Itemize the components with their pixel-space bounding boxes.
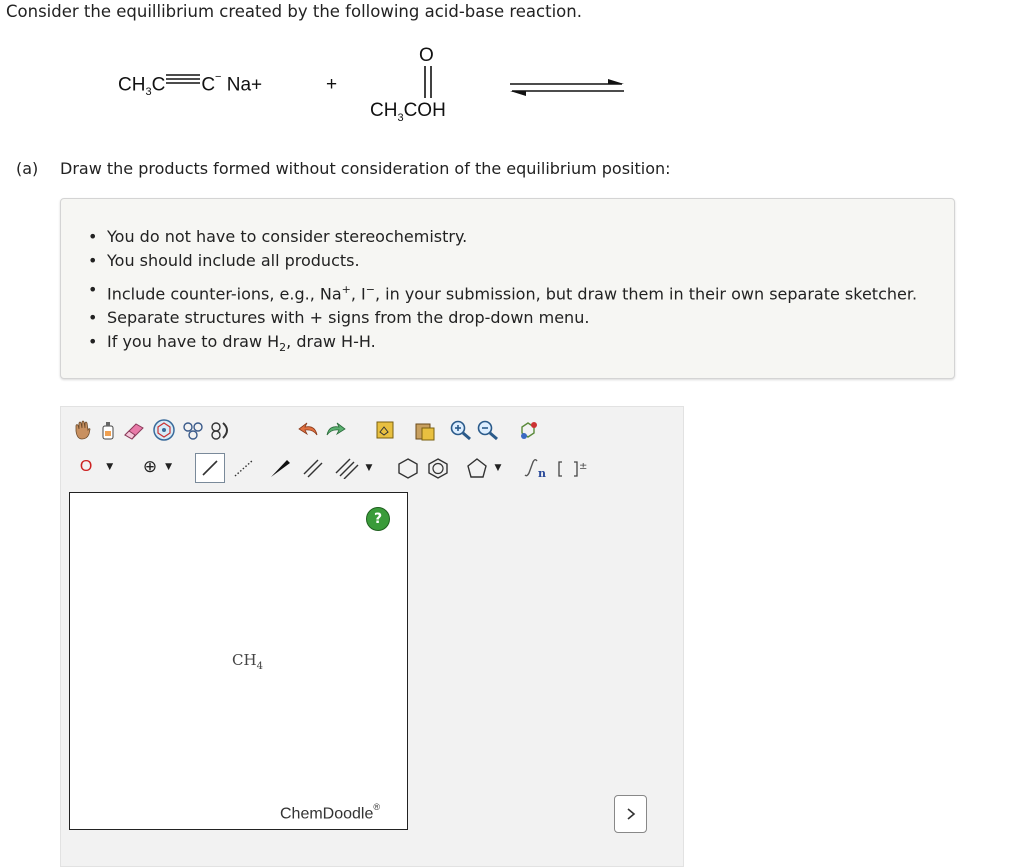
element-button-label: O xyxy=(79,458,93,475)
chevron-right-icon xyxy=(624,807,638,821)
carbonyl-oxygen: O xyxy=(419,45,434,66)
chevron-down-icon: ▼ xyxy=(165,462,173,472)
svg-text:±: ± xyxy=(579,461,588,472)
triple-bond-symbol xyxy=(165,69,201,91)
instruction-item: • You do not have to consider stereochemistry. xyxy=(107,225,917,249)
zoom-in-icon[interactable] xyxy=(449,418,472,441)
paste-icon[interactable] xyxy=(413,418,436,441)
reaction-plus: + xyxy=(326,74,338,95)
part-label: (a) xyxy=(16,159,39,178)
reactant-sodium-acetylide: $CH_3C$ C− Na+ xyxy=(118,71,263,99)
chevron-down-icon: ▼ xyxy=(365,463,373,473)
bracket-charge-icon[interactable] xyxy=(556,456,590,480)
zoom-out-icon[interactable] xyxy=(476,418,499,441)
part-prompt: Draw the products formed without consideration of the equilibrium position: xyxy=(60,159,671,178)
triple-bond-icon[interactable] xyxy=(330,456,376,480)
chevron-down-icon: ▼ xyxy=(106,462,114,472)
pentagon-icon[interactable] xyxy=(459,456,507,480)
ring-template-icon[interactable] xyxy=(150,418,178,441)
instructions-box xyxy=(60,198,955,379)
repeat-unit-icon[interactable] xyxy=(520,456,550,480)
charge-picker[interactable] xyxy=(135,453,180,481)
eraser-bottle-icon[interactable] xyxy=(96,418,119,441)
instructions-list xyxy=(107,225,917,361)
chevron-down-icon: ▼ xyxy=(494,463,502,473)
single-bond-icon[interactable] xyxy=(195,453,225,483)
lasso-icon[interactable] xyxy=(208,418,234,441)
carbonyl-double-bond xyxy=(421,66,435,98)
clean-icon[interactable] xyxy=(518,418,541,441)
benzene-icon[interactable] xyxy=(425,456,451,480)
eraser-icon[interactable] xyxy=(122,418,145,441)
copy-icon[interactable] xyxy=(374,418,397,441)
instruction-item: • Include counter-ions, e.g., Na+, I−, in your submission, but draw them in their own separate sketcher. xyxy=(107,278,917,306)
double-bond-icon[interactable] xyxy=(300,456,326,480)
question-text: Consider the equillibrium created by the following acid-base reaction. xyxy=(6,2,582,21)
canvas-molecule-label[interactable]: $CH_4$ xyxy=(232,651,263,672)
hand-icon[interactable] xyxy=(70,418,93,441)
help-button[interactable]: ? xyxy=(366,507,390,531)
redo-icon[interactable] xyxy=(323,418,346,441)
chain-template-icon[interactable] xyxy=(181,418,207,441)
equilibrium-arrow xyxy=(508,76,626,98)
instruction-item: • Separate structures with + signs from the drop-down menu. xyxy=(107,306,917,330)
wedge-bond-icon[interactable] xyxy=(267,456,293,480)
reactant-acetic-acid: $CH_3COH$ xyxy=(370,100,446,124)
dashed-bond-icon[interactable] xyxy=(231,456,257,480)
charge-button-label: ⊕ xyxy=(142,457,158,477)
instruction-item: • You should include all products. xyxy=(107,249,917,273)
undo-icon[interactable] xyxy=(297,418,320,441)
structure-select[interactable] xyxy=(614,795,647,833)
svg-text:n: n xyxy=(538,467,546,479)
instruction-item: • If you have to draw $H_2$, draw H-H. xyxy=(107,330,917,360)
element-picker[interactable] xyxy=(70,453,123,481)
chemdoodle-brand: ChemDoodle® xyxy=(280,802,381,823)
cyclohexane-icon[interactable] xyxy=(395,456,421,480)
